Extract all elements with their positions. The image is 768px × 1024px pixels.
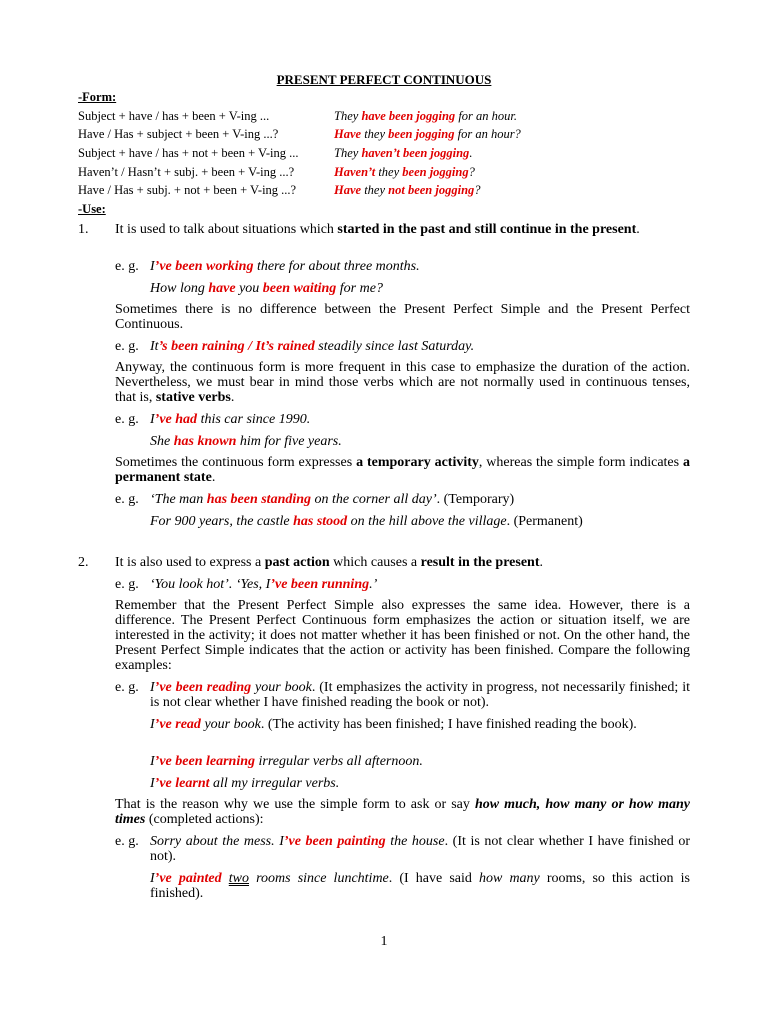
text-span: . (Temporary) <box>436 492 515 507</box>
text-span: all my irregular verbs. <box>209 776 340 791</box>
eg-label: e. g. <box>115 492 139 507</box>
highlighted-verb: ’ve been running <box>270 577 370 592</box>
paragraph <box>115 598 690 673</box>
form-example <box>334 165 475 180</box>
text-span: ‘The man <box>150 492 207 507</box>
example-sentence <box>150 434 342 450</box>
highlighted-verb: ’ve read <box>154 717 201 732</box>
text-span: which causes a <box>329 555 421 570</box>
highlighted-verb: ’ve been painting <box>283 834 386 849</box>
text-span: How long <box>150 281 209 296</box>
example-sentence <box>150 834 690 864</box>
text-span: your book <box>251 680 312 695</box>
text-span: . <box>469 146 473 160</box>
text-span: ? <box>474 183 481 197</box>
text-span: For 900 years, the castle <box>150 514 294 529</box>
text-span: It is also used to express a <box>115 555 265 570</box>
text-span: ? <box>468 165 475 179</box>
text-span: they <box>361 183 389 197</box>
eg-label: e. g. <box>115 834 139 849</box>
example-sentence <box>150 412 310 428</box>
page-title: PRESENT PERFECT CONTINUOUS <box>276 72 492 87</box>
example-sentence <box>150 492 514 508</box>
example-sentence <box>150 281 383 297</box>
text-span <box>222 871 229 886</box>
form-rule: Subject + have / has + not + been + V-ing ... <box>78 146 299 160</box>
paragraph <box>115 222 690 237</box>
text-span: . <box>230 390 235 405</box>
highlighted-verb: haven’t been jogging <box>361 146 470 160</box>
eg-label: e. g. <box>115 259 139 274</box>
text-span: for an hour. <box>455 109 518 123</box>
highlighted-verb: Have <box>334 127 362 141</box>
highlighted-verb: has been standing <box>206 492 312 507</box>
text-span: That is the reason why we use the simple form to ask or say <box>115 797 475 812</box>
text-span: Sometimes there is no difference between the Present Perfect Simple and the Present Perfect Continuous. <box>115 302 690 332</box>
highlighted-verb: ’ve been learning <box>154 754 255 769</box>
use-heading: -Use: <box>78 202 106 216</box>
highlighted-verb: been waiting <box>262 281 337 296</box>
text-span: I <box>150 412 155 427</box>
highlighted-verb: ’ve been working <box>154 259 254 274</box>
text-span: . (It is not clear whether I have finished or not). <box>150 834 690 864</box>
highlighted-verb: have been jogging <box>361 109 456 123</box>
text-span: Anyway, the continuous form is more frequent in this case to emphasize the duration of the action. Nevertheless, we must bear in mind those verbs which are not normally used in continuous tenses, that is, <box>115 360 690 405</box>
text-span: a permanent state <box>115 455 690 485</box>
text-span: . (The activity has been finished; I have finished reading the book). <box>260 717 637 732</box>
highlighted-verb: ’ve been reading <box>154 680 252 695</box>
text-span: they <box>375 165 403 179</box>
text-span: result in the present <box>420 555 540 570</box>
highlighted-verb: been jogging <box>402 165 469 179</box>
example-sentence <box>150 754 423 770</box>
text-span: your book <box>200 717 261 732</box>
text-span: They <box>334 109 362 123</box>
text-span: the house <box>385 834 445 849</box>
example-sentence <box>150 776 339 792</box>
highlighted-verb: Have <box>334 183 362 197</box>
text-span: rooms since lunchtime <box>249 871 389 886</box>
form-example <box>334 146 472 161</box>
text-span: . <box>211 470 216 485</box>
text-span: They <box>334 146 362 160</box>
example-sentence <box>150 577 377 593</box>
form-heading: -Form: <box>78 90 117 104</box>
text-span: . (Permanent) <box>506 514 583 529</box>
form-example <box>334 183 481 198</box>
form-rule: Haven’t / Hasn’t + subj. + been + V-ing ...? <box>78 165 295 179</box>
text-span: two <box>228 871 249 886</box>
example-sentence <box>150 717 690 732</box>
text-span: It <box>150 339 159 354</box>
text-span: I <box>150 717 155 732</box>
text-span: him for five years. <box>236 434 342 449</box>
text-span: rooms, so this action is finished). <box>150 871 690 901</box>
form-example <box>334 109 517 124</box>
text-span: you <box>235 281 263 296</box>
eg-label: e. g. <box>115 412 139 427</box>
highlighted-verb: not been jogging <box>388 183 475 197</box>
text-span: steadily since last Saturday. <box>314 339 475 354</box>
text-span: Sorry about the mess. I <box>150 834 284 849</box>
text-span: , whereas the simple form indicates <box>478 455 683 470</box>
text-span: I <box>150 871 155 886</box>
text-span: a temporary activity <box>356 455 479 470</box>
text-span: stative verbs <box>155 390 231 405</box>
text-span: . <box>539 555 543 570</box>
text-span: this car since 1990. <box>197 412 311 427</box>
highlighted-verb: has known <box>173 434 237 449</box>
text-span: ‘You look hot’. ‘Yes, I <box>150 577 271 592</box>
highlighted-verb: been jogging <box>388 127 455 141</box>
text-span: irregular verbs all afternoon. <box>255 754 423 769</box>
eg-label: e. g. <box>115 339 139 354</box>
text-span: how much, how many or how many times <box>115 797 690 827</box>
highlighted-verb: Haven’t <box>334 165 376 179</box>
example-sentence <box>150 514 583 530</box>
text-span: past action <box>264 555 330 570</box>
text-span: for an hour? <box>454 127 521 141</box>
text-span: started in the past and still continue in the present <box>337 222 637 237</box>
highlighted-verb: has stood <box>293 514 348 529</box>
paragraph <box>115 360 690 405</box>
example-sentence <box>150 871 690 901</box>
item-number-2: 2. <box>78 555 89 570</box>
text-span: . (I have said <box>388 871 479 886</box>
text-span: . (It emphasizes the activity in progress, not necessarily finished; it is not clear whether I have finished reading the book or not). <box>150 680 690 710</box>
example-sentence <box>150 259 420 275</box>
text-span: on the corner all day’ <box>311 492 437 507</box>
text-span: (completed actions): <box>145 812 264 827</box>
form-rule: Subject + have / has + been + V-ing ... <box>78 109 270 123</box>
form-rule: Have / Has + subject + been + V-ing ...? <box>78 127 279 141</box>
example-sentence <box>150 339 474 355</box>
text-span: . <box>636 222 640 237</box>
form-example <box>334 127 521 142</box>
text-span: they <box>361 127 389 141</box>
text-span: I <box>150 754 155 769</box>
highlighted-verb: ’ve had <box>154 412 198 427</box>
text-span: She <box>150 434 174 449</box>
example-sentence <box>150 680 690 710</box>
paragraph <box>115 797 690 827</box>
paragraph <box>115 555 690 570</box>
text-span: how many <box>479 871 540 886</box>
text-span: Sometimes the continuous form expresses <box>115 455 357 470</box>
highlighted-verb: ’ve learnt <box>154 776 210 791</box>
eg-label: e. g. <box>115 577 139 592</box>
text-span: I <box>150 680 155 695</box>
text-span: .’ <box>369 577 378 592</box>
text-span: for me? <box>336 281 383 296</box>
highlighted-verb: have <box>208 281 236 296</box>
paragraph <box>115 455 690 485</box>
text-span: Remember that the Present Perfect Simple also expresses the same idea. However, there is a difference. The Present Perfect Continuous form emphasizes the action or situation itself, we are interested in the activity; it does not matter whether it has been finished or not. On the other hand, the Present Perfect Simple indicates that the action or activity has been finished. Compare the following examples: <box>115 598 690 673</box>
text-span: on the hill above the village <box>347 514 507 529</box>
text-span: I <box>150 776 155 791</box>
text-span: It is used to talk about situations which <box>115 222 338 237</box>
form-rule: Have / Has + subj. + not + been + V-ing ...? <box>78 183 297 197</box>
paragraph <box>115 302 690 332</box>
highlighted-verb: ’s been raining / It’s rained <box>158 339 315 354</box>
text-span: I <box>150 259 155 274</box>
highlighted-verb: ’ve painted <box>154 871 222 886</box>
page-number: 1 <box>380 934 388 949</box>
item-number-1: 1. <box>78 222 89 237</box>
eg-label: e. g. <box>115 680 139 695</box>
text-span: there for about three months. <box>253 259 420 274</box>
